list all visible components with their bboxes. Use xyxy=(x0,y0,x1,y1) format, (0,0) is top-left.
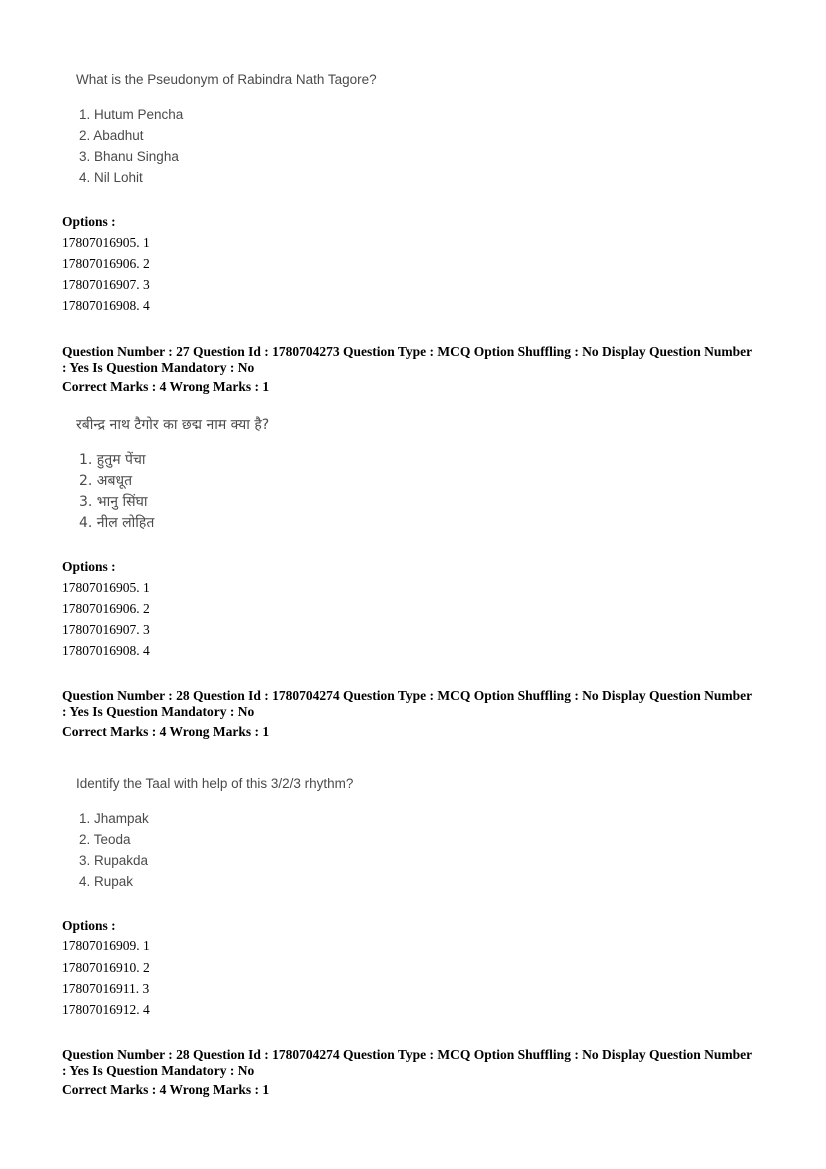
question-option: 1. Hutum Pencha xyxy=(79,107,184,122)
options-list xyxy=(62,918,262,1018)
question-option: 2. Abadhut xyxy=(79,128,144,143)
question-info: Question Number : 28 Question Id : 1780704274 Question Type : MCQ Option Shuffling : No Display Question Number : Yes Is Question Mandatory : No xyxy=(62,1047,752,1078)
question-text: Identify the Taal with help of this 3/2/3 rhythm? xyxy=(76,776,354,791)
option-id-row: 17807016911. 3 xyxy=(62,981,150,996)
question-text: What is the Pseudonym of Rabindra Nath Tagore? xyxy=(76,72,377,87)
question-header xyxy=(62,1047,752,1099)
option-id-row: 17807016907. 3 xyxy=(62,277,150,292)
question-option: 4. Nil Lohit xyxy=(79,170,143,185)
option-id-row: 17807016907. 3 xyxy=(62,622,150,637)
option-id-row: 17807016906. 2 xyxy=(62,601,150,616)
question-image-english xyxy=(62,70,482,190)
question-option: 3. Rupakda xyxy=(79,853,149,868)
question-marks: Correct Marks : 4 Wrong Marks : 1 xyxy=(62,724,270,739)
options-list xyxy=(62,559,262,659)
question-option: 1. Jhampak xyxy=(79,811,149,826)
options-list xyxy=(62,214,262,314)
question-text: रबीन्द्र नाथ टैगोर का छद्म नाम क्या है? xyxy=(76,417,270,433)
question-option: 2. अबधूत xyxy=(79,473,133,489)
question-image-hindi xyxy=(62,413,482,533)
option-id-row: 17807016905. 1 xyxy=(62,235,150,250)
question-image-english xyxy=(62,774,482,894)
option-id-row: 17807016908. 4 xyxy=(62,643,150,658)
question-option: 3. Bhanu Singha xyxy=(79,149,179,164)
question-option: 1. हुतुम पेंचा xyxy=(79,452,146,468)
options-label: Options : xyxy=(62,918,116,933)
question-marks: Correct Marks : 4 Wrong Marks : 1 xyxy=(62,379,270,394)
question-option: 3. भानु सिंघा xyxy=(79,494,148,510)
option-id-row: 17807016908. 4 xyxy=(62,298,150,313)
question-info: Question Number : 27 Question Id : 1780704273 Question Type : MCQ Option Shuffling : No Display Question Number : Yes Is Question Mandatory : No xyxy=(62,344,752,375)
option-id-row: 17807016912. 4 xyxy=(62,1002,150,1017)
options-label: Options : xyxy=(62,559,116,574)
question-info: Question Number : 28 Question Id : 1780704274 Question Type : MCQ Option Shuffling : No Display Question Number : Yes Is Question Mandatory : No xyxy=(62,688,752,719)
question-option: 2. Teoda xyxy=(79,832,131,847)
question-header xyxy=(62,688,752,740)
option-id-row: 17807016906. 2 xyxy=(62,256,150,271)
question-option: 4. नील लोहित xyxy=(79,515,155,531)
question-option: 4. Rupak xyxy=(79,874,134,889)
option-id-row: 17807016909. 1 xyxy=(62,938,150,953)
question-header xyxy=(62,344,752,396)
option-id-row: 17807016905. 1 xyxy=(62,580,150,595)
options-label: Options : xyxy=(62,214,116,229)
question-marks: Correct Marks : 4 Wrong Marks : 1 xyxy=(62,1082,270,1097)
option-id-row: 17807016910. 2 xyxy=(62,960,150,975)
